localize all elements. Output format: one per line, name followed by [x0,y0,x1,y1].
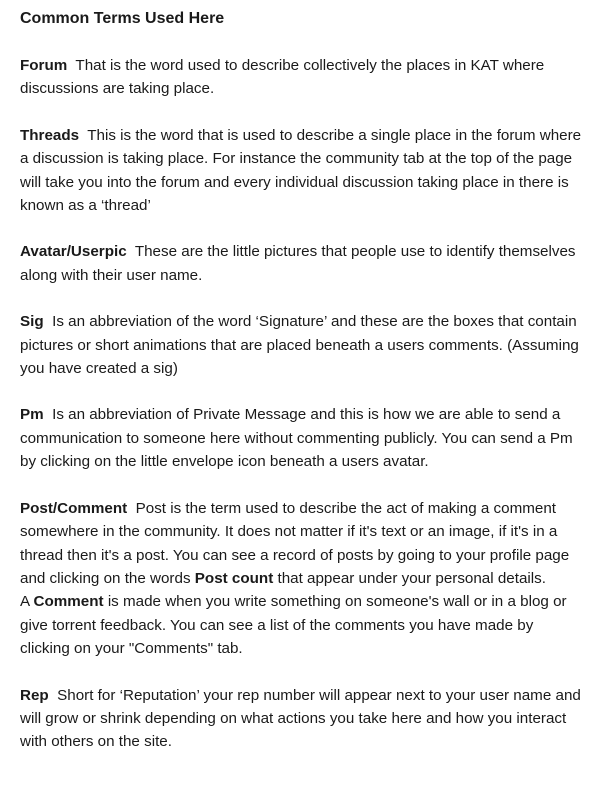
comment-paragraph [20,590,584,660]
comment-prefix: A [20,593,30,611]
term-definition: This is the word that is used to describe a single place in the forum where a discussion is taking place. For instance the community tab at the top of the page will take you into the forum and every individual discussion taking place in there is known as a ‘thread’ [20,126,582,215]
term-paragraph [20,497,584,591]
term-name: Threads [20,126,80,144]
term-name: Pm [20,406,44,424]
term-paragraph [20,403,584,473]
term-definition: Is an abbreviation of Private Message and this is how we are able to send a communication to someone here without commenting publicly. You can send a Pm by clicking on the little envelope icon beneath a users avatar. [20,406,573,471]
term-paragraph [20,240,584,287]
term-definition: Short for ‘Reputation’ your rep number will appear next to your user name and will grow or shrink depending on what actions you take here and how you interact with others on the site. [20,686,581,751]
term-definition: These are the little pictures that people use to identify themselves along with their user name. [20,243,576,284]
term-pm [20,403,584,473]
post-count-emphasis: Post count [194,569,274,587]
comment-emphasis: Comment [33,593,104,611]
term-forum [20,54,584,101]
term-paragraph [20,310,584,380]
term-sig [20,310,584,380]
term-avatar [20,240,584,287]
term-definition: That is the word used to describe collectively the places in KAT where discussions are taking place. [20,57,545,98]
term-paragraph [20,124,584,218]
term-rep [20,684,584,754]
term-paragraph [20,54,584,101]
term-definition-continued: that appear under your personal details. [277,569,546,587]
page-title: Common Terms Used Here [20,10,225,27]
comment-definition: is made when you write something on someone's wall or in a blog or give torrent feedback. You can see a list of the comments you have made by clicking on your "Comments" tab. [20,593,567,658]
term-threads [20,124,584,218]
term-name: Forum [20,57,68,74]
term-definition: Is an abbreviation of the word ‘Signature’ and these are the boxes that contain pictures or short animations that are placed beneath a users comments. (Assuming you have created a sig) [20,313,579,378]
term-name: Sig [20,313,44,331]
term-name: Avatar/Userpic [20,243,127,261]
term-definition: Post is the term used to describe the act of making a comment somewhere in the community. It does not matter if it's text or an image, if it's in a thread then it's a post. You can see a record of posts by going to your profile page and clicking on the words [20,499,570,587]
term-paragraph [20,684,584,754]
term-post-comment [20,497,584,661]
term-name: Post/Comment [20,499,128,517]
term-name: Rep [20,686,49,704]
